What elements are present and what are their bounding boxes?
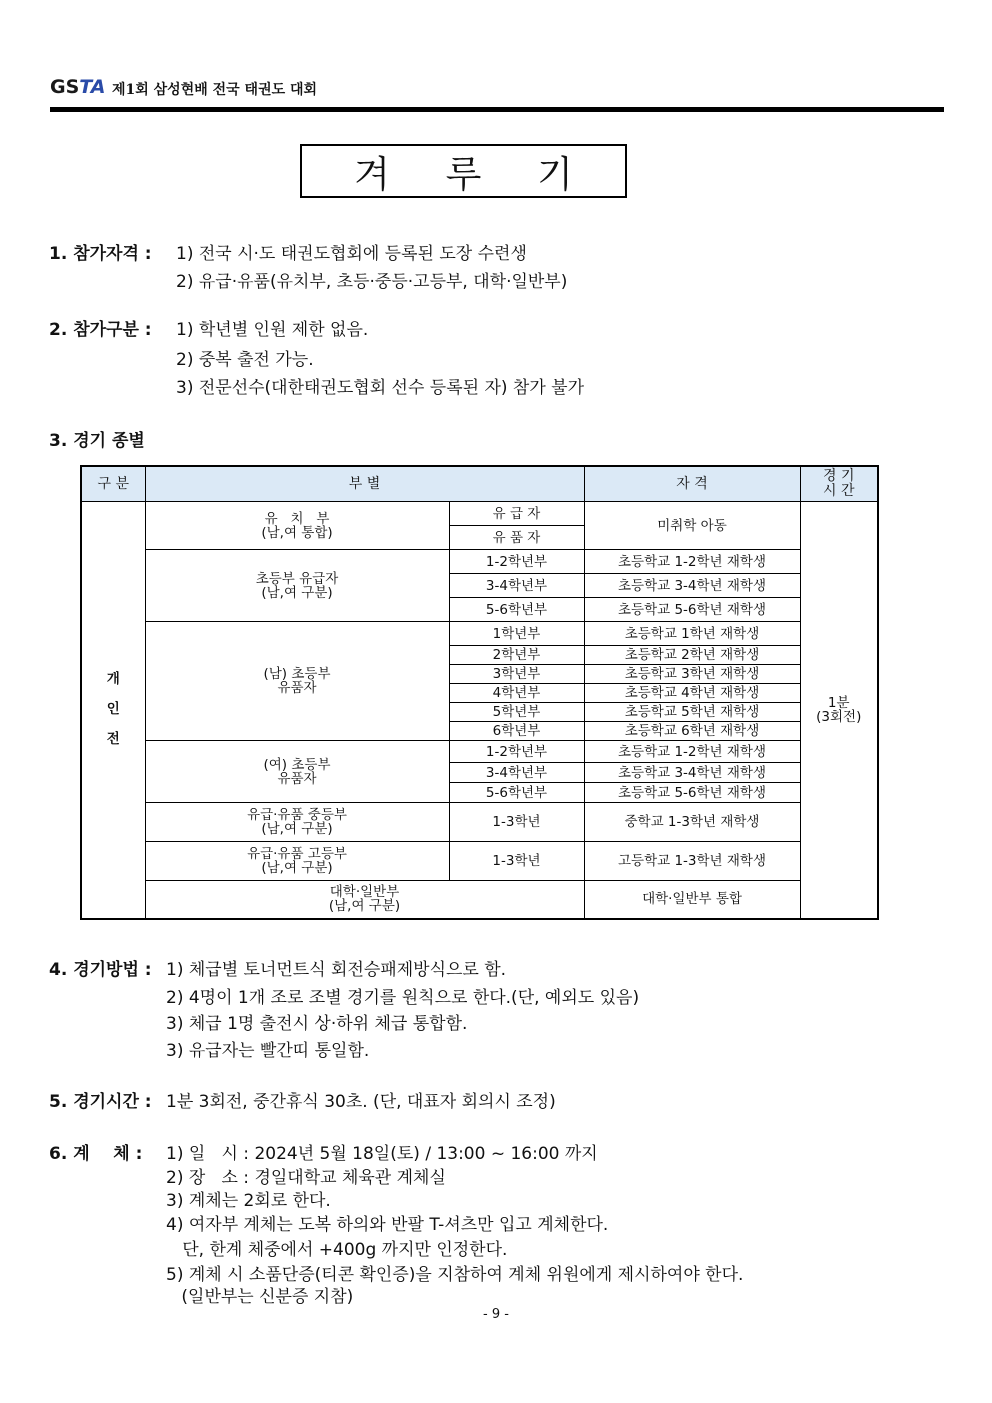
section-2-line: 2) 중복 출전 가능. [176,350,314,370]
group-cell: (남) 초등부 유품자 [145,622,449,741]
division-cell: 1-2학년부 [449,741,584,763]
section-2-line: 3) 전문선수(대한태권도협회 선수 등록된 자) 참가 불가 [176,378,584,398]
competition-category-table [80,465,879,920]
group-cell: 대학·일반부 (남,여 구분) [145,881,584,919]
section-6-label: 6. 계 체 : [49,1144,143,1164]
header-gubun: 구 분 [81,466,145,502]
table-row [81,502,878,526]
division-cell: 5학년부 [449,703,584,722]
group-cell: 유급·유품 중등부 (남,여 구분) [145,803,449,842]
header-title: 제1회 삼성현배 전국 태권도 대회 [112,82,318,98]
section-1-label: 1. 참가자격 : [49,244,152,264]
qualification-cell: 초등학교 5-6학년 재학생 [584,598,800,622]
division-cell: 1-3학년 [449,842,584,881]
table-row [81,803,878,842]
section-6-line: 2) 장 소 : 경일대학교 체육관 계체실 [166,1168,446,1188]
page-title: 겨 루 기 [354,153,595,196]
section-2-label: 2. 참가구분 : [49,320,152,340]
group-cell: 초등부 유급자 (남,여 구분) [145,550,449,622]
category-cell: 개 인 전 [81,502,145,919]
page-number: - 9 - [483,1307,509,1322]
header-divider [50,107,944,112]
header-time: 경 기 시 간 [800,466,878,502]
division-cell: 유 급 자 [449,502,584,526]
section-6-line: 3) 계체는 2회로 한다. [166,1191,331,1211]
division-cell: 2학년부 [449,646,584,665]
table-row [81,741,878,763]
section-5-label: 5. 경기시간 : [49,1092,152,1112]
section-4-line: 3) 체급 1명 출전시 상·하위 체급 통합함. [166,1014,468,1034]
section-6-line: 4) 여자부 계체는 도복 하의와 반팔 T-셔츠만 입고 계체한다. [166,1215,609,1235]
qualification-cell: 미취학 아동 [584,502,800,550]
section-2-line: 1) 학년별 인원 제한 없음. [176,320,369,340]
section-4-line: 1) 체급별 토너먼트식 회전승패제방식으로 함. [166,960,507,980]
section-6-line: 1) 일 시 : 2024년 5월 18일(토) / 13:00 ~ 16:00 까지 [166,1144,598,1164]
division-cell: 4학년부 [449,684,584,703]
section-4-line: 2) 4명이 1개 조로 조별 경기를 원칙으로 한다.(단, 예외도 있음) [166,988,640,1008]
division-cell: 1학년부 [449,622,584,646]
qualification-cell: 초등학교 1학년 재학생 [584,622,800,646]
qualification-cell: 초등학교 1-2학년 재학생 [584,741,800,763]
table-row [81,881,878,919]
section-1-line: 2) 유급·유품(유치부, 초등·중등·고등부, 대학·일반부) [176,272,568,292]
division-cell: 6학년부 [449,722,584,741]
group-cell: (여) 초등부 유품자 [145,741,449,803]
table-row [81,842,878,881]
group-cell: 유 치 부 (남,여 통합) [145,502,449,550]
table-row [81,622,878,646]
group-cell: 유급·유품 고등부 (남,여 구분) [145,842,449,881]
qualification-cell: 초등학교 6학년 재학생 [584,722,800,741]
header-jagyeok: 자 격 [584,466,800,502]
qualification-cell: 초등학교 3-4학년 재학생 [584,763,800,783]
time-cell: 1분 (3회전) [800,502,878,919]
qualification-cell: 고등학교 1-3학년 재학생 [584,842,800,881]
gsta-logo: GSTA [50,76,106,98]
qualification-cell: 초등학교 3-4학년 재학생 [584,574,800,598]
qualification-cell: 중학교 1-3학년 재학생 [584,803,800,842]
qualification-cell: 초등학교 3학년 재학생 [584,665,800,684]
division-cell: 5-6학년부 [449,783,584,803]
section-1-line: 1) 전국 시·도 태권도협회에 등록된 도장 수련생 [176,244,527,264]
division-cell: 1-3학년 [449,803,584,842]
section-3-label: 3. 경기 종별 [49,431,145,451]
qualification-cell: 대학·일반부 통합 [584,881,800,919]
division-cell: 3-4학년부 [449,763,584,783]
qualification-cell: 초등학교 2학년 재학생 [584,646,800,665]
qualification-cell: 초등학교 4학년 재학생 [584,684,800,703]
section-6-line: 5) 계체 시 소품단증(티콘 확인증)을 지참하여 계체 위원에게 제시하여야 한다. [166,1265,744,1285]
table-row [81,550,878,574]
division-cell: 5-6학년부 [449,598,584,622]
section-6-line: (일반부는 신분증 지참) [176,1287,354,1307]
page-title-box [300,144,627,198]
qualification-cell: 초등학교 5학년 재학생 [584,703,800,722]
section-6-line: 단, 한계 체중에서 +400g 까지만 인정한다. [166,1240,508,1260]
division-cell: 1-2학년부 [449,550,584,574]
section-4-line: 3) 유급자는 빨간띠 통일함. [166,1041,370,1061]
section-4-label: 4. 경기방법 : [49,960,152,980]
table-header-row [81,466,878,502]
division-cell: 3-4학년부 [449,574,584,598]
qualification-cell: 초등학교 5-6학년 재학생 [584,783,800,803]
header-bubyeol: 부 별 [145,466,584,502]
qualification-cell: 초등학교 1-2학년 재학생 [584,550,800,574]
division-cell: 유 품 자 [449,526,584,550]
section-5-text: 1분 3회전, 중간휴식 30초. (단, 대표자 회의시 조정) [166,1092,556,1112]
division-cell: 3학년부 [449,665,584,684]
